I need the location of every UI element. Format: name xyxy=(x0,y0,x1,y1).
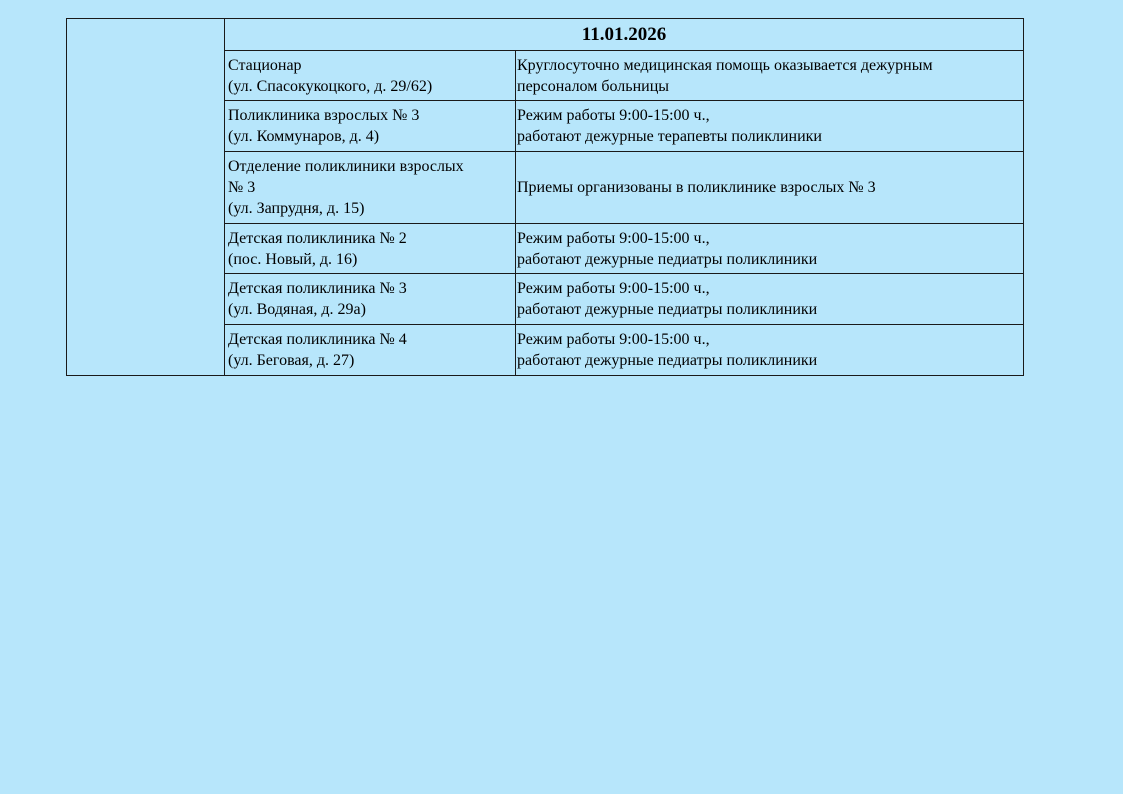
schedule-text: работают дежурные педиатры поликлиники xyxy=(517,250,818,268)
schedule-text: работают дежурные терапевты поликлиники xyxy=(517,128,822,145)
schedule-text: работают дежурные педиатры поликлиники xyxy=(517,301,818,318)
facility-name: Стационар xyxy=(228,56,302,74)
facility-address: (ул. Запрудня, д. 15) xyxy=(228,200,365,217)
schedule-cell xyxy=(516,325,1024,376)
facility-name: Детская поликлиника № 3 xyxy=(228,280,407,297)
facility-name: Детская поликлиника № 2 xyxy=(228,229,407,247)
schedule-text: Режим работы 9:00-15:00 ч., xyxy=(517,331,710,348)
schedule-text: Режим работы 9:00-15:00 ч., xyxy=(517,107,710,124)
schedule-cell xyxy=(516,152,1024,224)
empty-left-column xyxy=(67,19,225,376)
facility-cell xyxy=(225,325,516,376)
schedule-text: персоналом больницы xyxy=(517,77,670,95)
schedule-text: Приемы организованы в поликлинике взрослых № 3 xyxy=(517,179,876,196)
facility-address: (пос. Новый, д. 16) xyxy=(228,250,358,268)
schedule-cell xyxy=(516,274,1024,325)
schedule-text: Режим работы 9:00-15:00 ч., xyxy=(517,280,710,297)
schedule-table xyxy=(66,18,1024,376)
facility-cell xyxy=(225,101,516,152)
schedule-text: Круглосуточно медицинская помощь оказывается дежурным xyxy=(517,56,933,74)
facility-address: (ул. Беговая, д. 27) xyxy=(228,352,355,369)
schedule-text: работают дежурные педиатры поликлиники xyxy=(517,352,818,369)
header-row xyxy=(67,19,1024,51)
facility-address: (ул. Коммунаров, д. 4) xyxy=(228,128,380,145)
facility-name: № 3 xyxy=(228,179,256,196)
facility-address: (ул. Спасокукоцкого, д. 29/62) xyxy=(228,77,433,95)
facility-name: Поликлиника взрослых № 3 xyxy=(228,107,420,124)
schedule-cell xyxy=(516,224,1024,274)
schedule-cell xyxy=(516,101,1024,152)
schedule-cell xyxy=(516,51,1024,101)
facility-cell xyxy=(225,274,516,325)
facility-name: Детская поликлиника № 4 xyxy=(228,331,407,348)
date-header: 11.01.2026 xyxy=(225,19,1024,51)
schedule-text: Режим работы 9:00-15:00 ч., xyxy=(517,229,710,247)
facility-cell xyxy=(225,51,516,101)
facility-name: Отделение поликлиники взрослых xyxy=(228,158,464,175)
facility-cell xyxy=(225,152,516,224)
facility-cell xyxy=(225,224,516,274)
facility-address: (ул. Водяная, д. 29а) xyxy=(228,301,366,318)
